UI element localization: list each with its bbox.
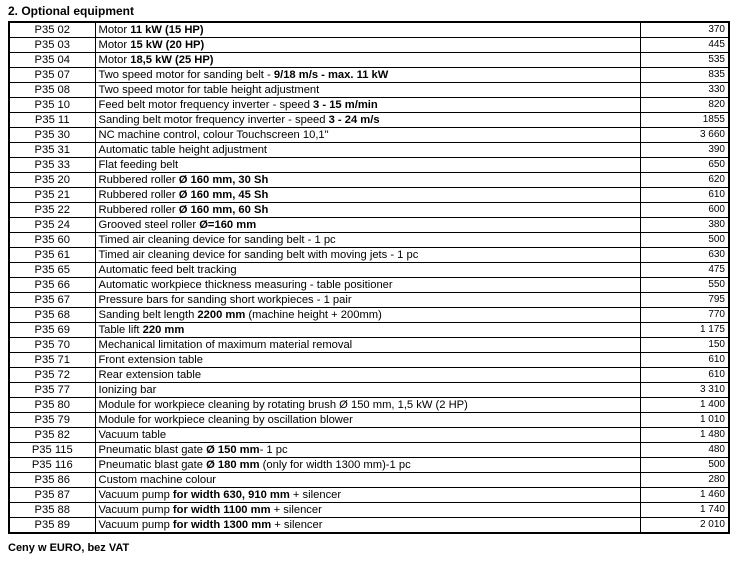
table-row	[9, 248, 729, 263]
table-row	[9, 293, 729, 308]
price-note: Ceny w EURO, bez VAT	[8, 542, 130, 554]
item-description	[95, 83, 640, 98]
description-part: Vacuum pump	[98, 504, 173, 516]
item-description	[95, 323, 640, 338]
item-price: 610	[640, 188, 729, 203]
item-description	[95, 488, 640, 503]
description-part: + silencer	[289, 489, 342, 501]
item-description	[95, 398, 640, 413]
table-row	[9, 458, 729, 473]
optional-equipment-table	[8, 21, 730, 534]
item-price: 610	[640, 368, 729, 383]
item-price: 370	[640, 22, 729, 38]
item-price: 610	[640, 353, 729, 368]
table-row	[9, 188, 729, 203]
description-part: NC machine control, colour Touchscreen 10,1"	[98, 129, 329, 141]
description-part: Sanding belt motor frequency inverter - speed	[98, 114, 329, 126]
item-description	[95, 413, 640, 428]
table-row	[9, 218, 729, 233]
description-bold-part: 11 kW (15 HP)	[130, 24, 204, 36]
table-row	[9, 473, 729, 488]
description-part: Sanding belt length	[98, 309, 198, 321]
item-description	[95, 503, 640, 518]
table-row	[9, 278, 729, 293]
item-description	[95, 143, 640, 158]
description-bold-part: 220 mm	[142, 324, 185, 336]
item-code: P35 22	[9, 203, 95, 218]
item-price: 1 460	[640, 488, 729, 503]
description-bold-part: Ø 160 mm, 60 Sh	[178, 204, 269, 216]
item-description	[95, 38, 640, 53]
description-bold-part: 18,5 kW (25 HP)	[130, 54, 214, 66]
item-price: 500	[640, 233, 729, 248]
item-code: P35 11	[9, 113, 95, 128]
description-part: Custom machine colour	[98, 474, 217, 486]
item-price: 650	[640, 158, 729, 173]
item-description	[95, 353, 640, 368]
item-price: 3 310	[640, 383, 729, 398]
table-row	[9, 98, 729, 113]
description-bold-part: Ø 160 mm, 45 Sh	[178, 189, 269, 201]
description-part: Mechanical limitation of maximum material removal	[98, 339, 353, 351]
description-part: Grooved steel roller	[98, 219, 200, 231]
item-price: 500	[640, 458, 729, 473]
item-price: 535	[640, 53, 729, 68]
description-part: Vacuum table	[98, 429, 167, 441]
description-part: Vacuum pump	[98, 489, 173, 501]
item-price: 1 400	[640, 398, 729, 413]
table-row	[9, 383, 729, 398]
section-heading: 2. Optional equipment	[8, 4, 135, 18]
description-part: Motor	[98, 54, 131, 66]
description-part: Pneumatic blast gate	[98, 459, 207, 471]
description-bold-part: 2200 mm	[197, 309, 246, 321]
description-bold-part: Ø 150 mm	[206, 444, 260, 456]
item-code: P35 03	[9, 38, 95, 53]
item-price: 795	[640, 293, 729, 308]
description-bold-part: Ø 180 mm	[206, 459, 260, 471]
description-part: Rear extension table	[98, 369, 202, 381]
table-row	[9, 368, 729, 383]
item-description	[95, 98, 640, 113]
description-part: - 1 pc	[259, 444, 288, 456]
description-part: Motor	[98, 24, 131, 36]
table-row	[9, 503, 729, 518]
description-bold-part: for width 1100 mm	[172, 504, 271, 516]
description-part: Automatic feed belt tracking	[98, 264, 237, 276]
table-row	[9, 398, 729, 413]
item-price: 630	[640, 248, 729, 263]
item-description	[95, 113, 640, 128]
item-code: P35 24	[9, 218, 95, 233]
item-price: 475	[640, 263, 729, 278]
item-description	[95, 518, 640, 534]
item-description	[95, 383, 640, 398]
item-description	[95, 68, 640, 83]
item-price: 3 660	[640, 128, 729, 143]
table-row	[9, 263, 729, 278]
table-row	[9, 413, 729, 428]
description-part: Motor	[98, 39, 131, 51]
description-part: Rubbered roller	[98, 174, 179, 186]
table-body	[9, 22, 729, 533]
item-description	[95, 233, 640, 248]
description-part: Pneumatic blast gate	[98, 444, 207, 456]
item-price: 150	[640, 338, 729, 353]
description-part: Module for workpiece cleaning by rotating brush Ø 150 mm, 1,5 kW (2 HP)	[98, 399, 468, 411]
item-price: 835	[640, 68, 729, 83]
item-description	[95, 278, 640, 293]
table-row	[9, 83, 729, 98]
description-part: Table lift	[98, 324, 143, 336]
item-description	[95, 263, 640, 278]
item-price: 2 010	[640, 518, 729, 534]
item-description	[95, 473, 640, 488]
description-part: Pressure bars for sanding short workpieces - 1 pair	[98, 294, 352, 306]
item-price: 330	[640, 83, 729, 98]
item-price: 820	[640, 98, 729, 113]
item-description	[95, 218, 640, 233]
description-bold-part: Ø 160 mm, 30 Sh	[178, 174, 269, 186]
item-price: 1 480	[640, 428, 729, 443]
description-part: Front extension table	[98, 354, 203, 366]
item-code: P35 72	[9, 368, 95, 383]
item-code: P35 71	[9, 353, 95, 368]
item-code: P35 30	[9, 128, 95, 143]
item-description	[95, 22, 640, 38]
item-price: 445	[640, 38, 729, 53]
table-row	[9, 338, 729, 353]
table-row	[9, 68, 729, 83]
item-code: P35 67	[9, 293, 95, 308]
item-description	[95, 248, 640, 263]
item-code: P35 116	[9, 458, 95, 473]
item-price: 390	[640, 143, 729, 158]
item-code: P35 69	[9, 323, 95, 338]
table-row	[9, 22, 729, 38]
item-price: 280	[640, 473, 729, 488]
table-row	[9, 158, 729, 173]
item-code: P35 02	[9, 22, 95, 38]
item-code: P35 08	[9, 83, 95, 98]
item-description	[95, 458, 640, 473]
item-price: 620	[640, 173, 729, 188]
description-part: Feed belt motor frequency inverter - speed	[98, 99, 314, 111]
description-part: Vacuum pump	[98, 519, 173, 531]
item-description	[95, 368, 640, 383]
description-bold-part: 3 - 24 m/s	[328, 114, 380, 126]
item-description	[95, 428, 640, 443]
item-code: P35 88	[9, 503, 95, 518]
item-code: P35 79	[9, 413, 95, 428]
table-row	[9, 173, 729, 188]
table-row	[9, 428, 729, 443]
item-price: 550	[640, 278, 729, 293]
table-row	[9, 308, 729, 323]
description-part: (only for width 1300 mm)-1 pc	[259, 459, 411, 471]
item-code: P35 07	[9, 68, 95, 83]
description-part: Timed air cleaning device for sanding belt - 1 pc	[98, 234, 336, 246]
table-row	[9, 443, 729, 458]
table-row	[9, 518, 729, 534]
item-description	[95, 188, 640, 203]
item-description	[95, 338, 640, 353]
item-description	[95, 443, 640, 458]
item-description	[95, 158, 640, 173]
item-code: P35 60	[9, 233, 95, 248]
item-code: P35 115	[9, 443, 95, 458]
item-code: P35 82	[9, 428, 95, 443]
table-row	[9, 143, 729, 158]
item-description	[95, 53, 640, 68]
description-bold-part: for width 630, 910 mm	[172, 489, 290, 501]
description-bold-part: Ø=160 mm	[199, 219, 257, 231]
description-part: Two speed motor for table height adjustment	[98, 84, 320, 96]
item-description	[95, 128, 640, 143]
table-row	[9, 38, 729, 53]
table-row	[9, 488, 729, 503]
description-part: Rubbered roller	[98, 204, 179, 216]
description-part: Timed air cleaning device for sanding belt with moving jets - 1 pc	[98, 249, 419, 261]
item-code: P35 10	[9, 98, 95, 113]
item-code: P35 33	[9, 158, 95, 173]
item-code: P35 65	[9, 263, 95, 278]
item-code: P35 21	[9, 188, 95, 203]
item-code: P35 80	[9, 398, 95, 413]
item-code: P35 04	[9, 53, 95, 68]
description-bold-part: 3 - 15 m/min	[313, 99, 378, 111]
item-code: P35 89	[9, 518, 95, 534]
description-bold-part: for width 1300 mm	[172, 519, 272, 531]
table-row	[9, 353, 729, 368]
item-description	[95, 293, 640, 308]
description-part: + silencer	[271, 519, 323, 531]
table-row	[9, 128, 729, 143]
item-price: 1 740	[640, 503, 729, 518]
item-code: P35 66	[9, 278, 95, 293]
item-code: P35 87	[9, 488, 95, 503]
item-price: 1 175	[640, 323, 729, 338]
item-code: P35 20	[9, 173, 95, 188]
item-description	[95, 203, 640, 218]
item-code: P35 61	[9, 248, 95, 263]
description-part: Rubbered roller	[98, 189, 179, 201]
item-price: 600	[640, 203, 729, 218]
item-description	[95, 308, 640, 323]
item-code: P35 70	[9, 338, 95, 353]
description-part: Two speed motor for sanding belt -	[98, 69, 274, 81]
description-part: Automatic workpiece thickness measuring - table positioner	[98, 279, 393, 291]
description-part: Module for workpiece cleaning by oscillation blower	[98, 414, 353, 426]
description-part: + silencer	[270, 504, 322, 516]
item-code: P35 68	[9, 308, 95, 323]
item-price: 1855	[640, 113, 729, 128]
description-part: Flat feeding belt	[98, 159, 179, 171]
description-part: Ionizing bar	[98, 384, 157, 396]
description-bold-part: 9/18 m/s - max. 11 kW	[273, 69, 389, 81]
item-price: 770	[640, 308, 729, 323]
item-price: 380	[640, 218, 729, 233]
table-row	[9, 53, 729, 68]
table-row	[9, 323, 729, 338]
table-row	[9, 203, 729, 218]
item-code: P35 77	[9, 383, 95, 398]
item-code: P35 86	[9, 473, 95, 488]
item-price: 1 010	[640, 413, 729, 428]
table-row	[9, 113, 729, 128]
item-code: P35 31	[9, 143, 95, 158]
item-price: 480	[640, 443, 729, 458]
item-description	[95, 173, 640, 188]
description-bold-part: 15 kW (20 HP)	[130, 39, 205, 51]
table-row	[9, 233, 729, 248]
description-part: (machine height + 200mm)	[245, 309, 382, 321]
description-part: Automatic table height adjustment	[98, 144, 268, 156]
